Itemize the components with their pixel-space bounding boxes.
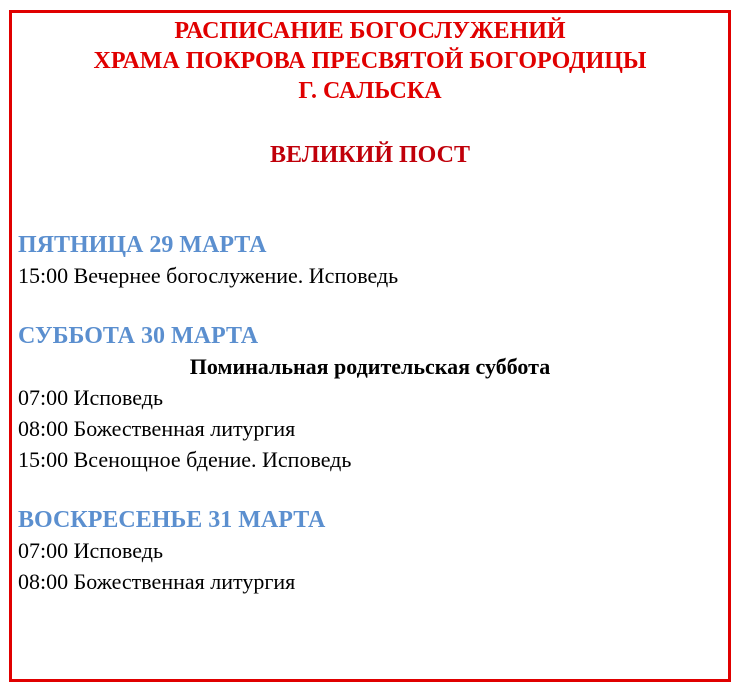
schedule-frame	[9, 10, 731, 682]
day-block-saturday	[12, 321, 728, 475]
day-title: ПЯТНИЦА 29 МАРТА	[18, 232, 267, 258]
day-note: Поминальная родительская суббота	[189, 354, 551, 379]
service-line: 08:00 Божественная литургия	[18, 416, 296, 441]
day-title: СУББОТА 30 МАРТА	[18, 323, 259, 349]
service-line: 07:00 Исповедь	[18, 538, 163, 563]
service-line: 15:00 Всенощное бдение. Исповедь	[18, 447, 352, 472]
schedule-header	[12, 13, 728, 106]
service-line: 07:00 Исповедь	[18, 385, 163, 410]
header-line-1: РАСПИСАНИЕ БОГОСЛУЖЕНИЙ	[174, 18, 566, 44]
header-line-2: ХРАМА ПОКРОВА ПРЕСВЯТОЙ БОГОРОДИЦЫ	[93, 48, 647, 74]
service-line: 15:00 Вечернее богослужение. Исповедь	[18, 263, 399, 288]
lent-subtitle: ВЕЛИКИЙ ПОСТ	[270, 142, 470, 168]
day-title: ВОСКРЕСЕНЬЕ 31 МАРТА	[18, 507, 326, 533]
header-line-3: Г. САЛЬСКА	[298, 78, 442, 104]
day-block-friday	[12, 230, 728, 291]
day-block-sunday	[12, 505, 728, 597]
service-line: 08:00 Божественная литургия	[18, 569, 296, 594]
